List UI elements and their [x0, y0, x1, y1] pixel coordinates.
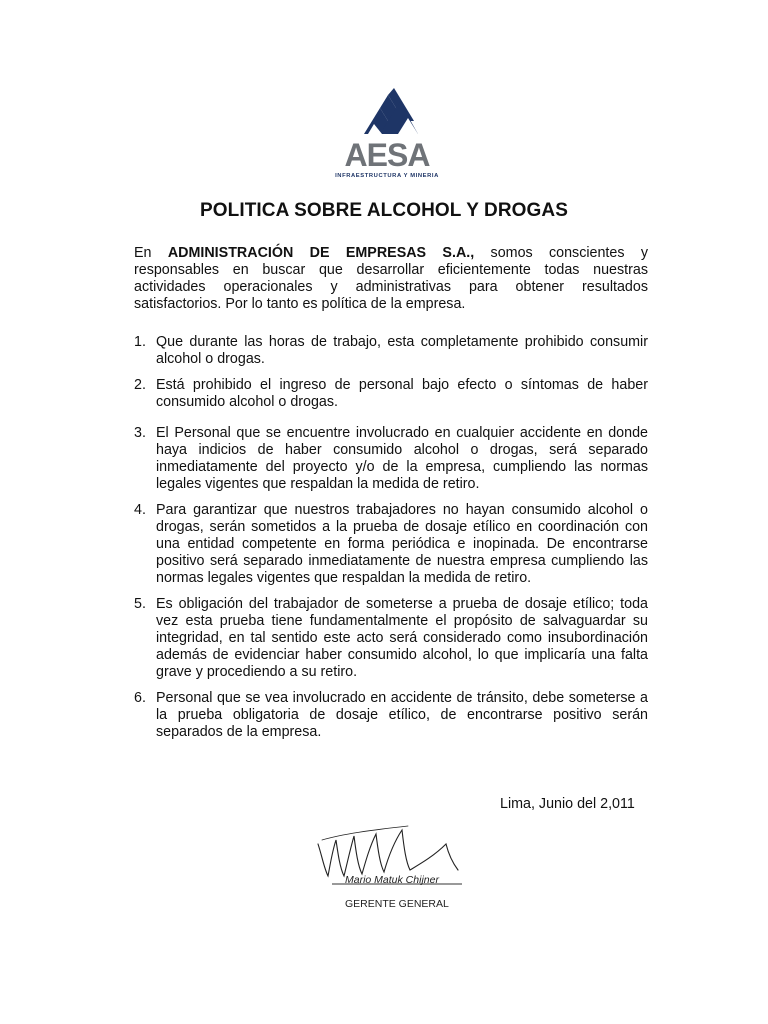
item-number: 5. — [134, 596, 146, 612]
logo-tagline: INFRAESTRUCTURA Y MINERIA — [335, 173, 439, 179]
item-number: 6. — [134, 690, 146, 706]
company-name: ADMINISTRACIÓN DE EMPRESAS S.A., — [167, 245, 475, 261]
policy-list — [134, 334, 648, 741]
item-number: 4. — [134, 502, 146, 518]
intro-prefix: En — [134, 245, 168, 261]
aesa-logo-mark — [322, 88, 452, 180]
item-text: Que durante las horas de trabajo, esta completamente prohibido consumir alcohol o drogas. — [156, 334, 648, 367]
company-logo — [322, 88, 452, 180]
policy-item — [134, 596, 648, 681]
item-number: 3. — [134, 425, 146, 441]
item-text: Personal que se vea involucrado en accidente de tránsito, debe someterse a la prueba obligatoria de dosaje etílico, de encontrarse positivo serán separados de la empresa. — [156, 690, 648, 740]
intro-body: somos conscientes y responsables en buscar que desarrollar eficientemente todas nuestras actividades operacionales y administrativas para obtener resultados satisfactorios. Por lo tanto es política de la empresa. — [134, 245, 648, 312]
item-text: El Personal que se encuentre involucrado en cualquier accidente en donde haya indicios de haber consumido alcohol o drogas, será separado inmediatamente del proyecto y/o de la empresa, cumpliendo las normas legales vigentes que respaldan la medida de retiro. — [156, 425, 648, 492]
item-text: Está prohibido el ingreso de personal bajo efecto o síntomas de haber consumido alcohol o drogas. — [156, 377, 648, 410]
intro-paragraph — [134, 245, 648, 313]
policy-item — [134, 502, 648, 587]
policy-item — [134, 377, 648, 411]
item-text: Es obligación del trabajador de someterse a prueba de dosaje etílico; toda vez esta prueba tiene fundamentalmente el propósito de salvaguardar su integridad, en tal sentido este acto será considerado como insubordinación además de evidenciar haber consumido alcohol, lo que implicaría una falta grave y procediendo a su retiro. — [156, 596, 648, 680]
policy-item — [134, 690, 648, 741]
item-text: Para garantizar que nuestros trabajadores no hayan consumido alcohol o drogas, serán sometidos a la prueba de dosaje etílico en coordinación con una entidad competente en forma periódica e inopinada. De encontrarse positivo será separado inmediatamente de nuestra empresa cumpliendo las normas legales vigentes que respaldan la medida de retiro. — [156, 502, 648, 586]
document-title: POLITICA SOBRE ALCOHOL Y DROGAS — [199, 200, 568, 221]
signer-name: Mario Matuk Chijner — [345, 874, 439, 886]
place-date: Lima, Junio del 2,011 — [500, 796, 635, 812]
item-number: 2. — [134, 377, 146, 393]
item-number: 1. — [134, 334, 146, 350]
signer-title: GERENTE GENERAL — [345, 898, 449, 910]
logo-brand-text: AESA — [344, 137, 430, 173]
policy-item — [134, 334, 648, 368]
policy-item — [134, 425, 648, 493]
